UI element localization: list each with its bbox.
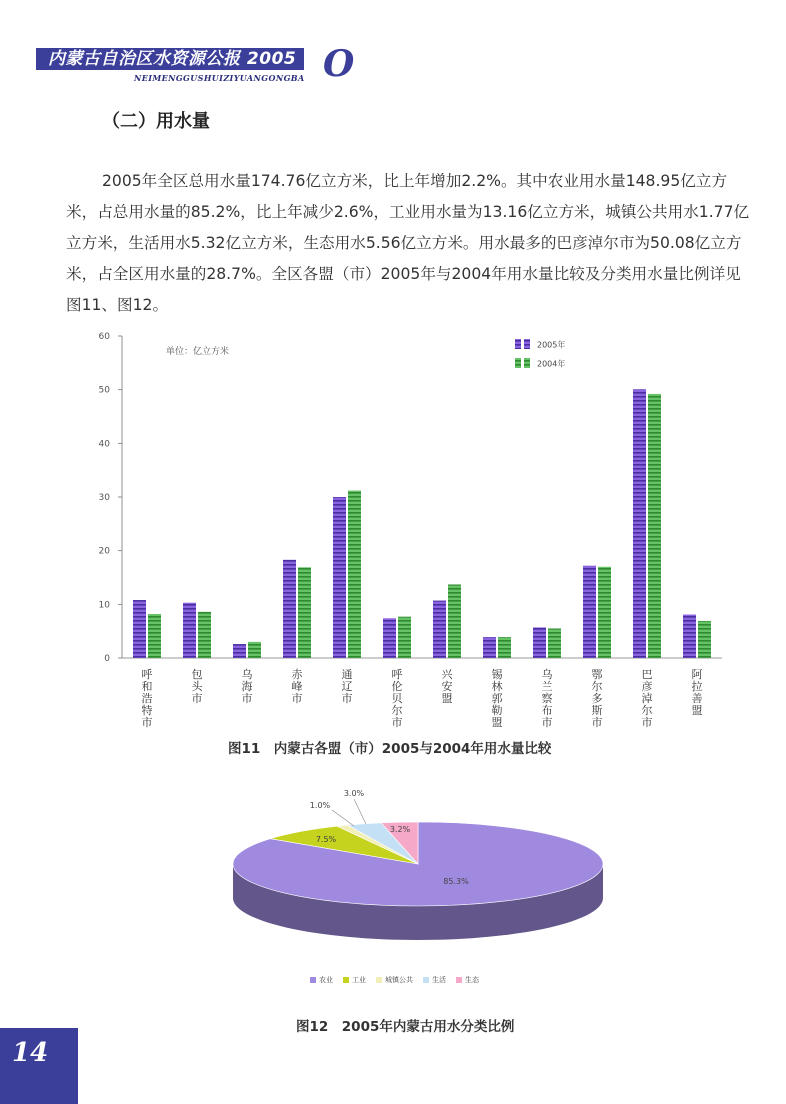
bar-2004 xyxy=(648,394,661,658)
bar-2004 xyxy=(448,584,461,658)
legend-label: 农业 xyxy=(319,976,333,984)
category-label: 包头市 xyxy=(191,668,203,705)
legend-label: 工业 xyxy=(352,976,366,984)
bar-2005 xyxy=(333,497,346,658)
category-label: 锡林郭勒盟 xyxy=(491,668,503,729)
bar-2005 xyxy=(283,560,296,658)
pie-legend-item xyxy=(310,975,333,985)
legend-label: 2004年 xyxy=(537,359,566,369)
category-label: 阿拉善盟 xyxy=(691,668,703,717)
bar-2004 xyxy=(698,621,711,658)
bar-2004 xyxy=(198,612,211,658)
bar-2004 xyxy=(348,491,361,658)
y-tick-label: 50 xyxy=(98,385,110,396)
pie-legend-item xyxy=(376,975,413,985)
y-tick-label: 20 xyxy=(98,546,110,557)
category-label: 兴安盟 xyxy=(441,668,453,705)
legend-swatch xyxy=(343,977,349,983)
category-label: 巴彦淖尔市 xyxy=(641,668,653,729)
category-label: 呼伦贝尔市 xyxy=(391,668,403,729)
pie-legend xyxy=(310,975,479,985)
bar-2005 xyxy=(383,618,396,658)
figure12-caption: 图12 2005年内蒙古用水分类比例 xyxy=(296,1019,515,1035)
legend-swatch xyxy=(310,977,316,983)
bar-2005 xyxy=(533,627,546,658)
body-paragraph: 2005年全区总用水量174.76亿立方米，比上年增加2.2%。其中农业用水量148.95亿立方米，占总用水量的85.2%，比上年减少2.6%，工业用水量为13.16亿立方米，城镇公共用水1.77亿立方米，生活用水5.32亿立方米，生态用水5.56亿立方米。用水最多的巴彦淖尔市为50.08亿立方米，占全区用水量的28.7%。全区各盟（市）2005年与2004年用水量比较及分类用水量比例详见图11、图12。 xyxy=(66,172,750,314)
page-number: 14 xyxy=(12,1038,49,1068)
y-tick-label: 30 xyxy=(98,493,110,503)
report-subtitle: NEIMENGGUSHUIZIYUANGONGBA xyxy=(134,73,305,83)
category-label: 鄂尔多斯市 xyxy=(591,668,603,729)
bar-2005 xyxy=(233,644,246,658)
category-label: 乌兰察布市 xyxy=(541,668,553,729)
bar-2005 xyxy=(483,637,496,658)
figure11-caption: 图11 内蒙古各盟（市）2005与2004年用水量比较 xyxy=(228,741,552,757)
pie-value-label: 85.3% xyxy=(443,877,469,886)
bar-2004 xyxy=(398,617,411,658)
header-letter: O xyxy=(323,43,355,85)
unit-label: 单位：亿立方米 xyxy=(166,347,230,357)
bar-2004 xyxy=(498,637,511,658)
legend-swatch xyxy=(515,358,521,368)
section-heading: （二）用水量 xyxy=(102,111,210,132)
pie-value-label: 3.0% xyxy=(343,789,365,798)
legend-label: 生态 xyxy=(465,976,479,984)
leader-line xyxy=(332,810,354,826)
bar-2005 xyxy=(683,615,696,658)
bar-chart-water-use xyxy=(88,328,728,738)
legend-swatch xyxy=(524,339,530,349)
bar-2005 xyxy=(183,603,196,658)
pie-legend-item xyxy=(423,975,446,985)
bar-2005 xyxy=(433,601,446,658)
y-tick-label: 0 xyxy=(104,654,110,664)
bar-2004 xyxy=(298,567,311,658)
bar-2004 xyxy=(598,567,611,658)
report-header xyxy=(36,40,356,88)
y-tick-label: 40 xyxy=(98,439,110,450)
bar-2004 xyxy=(548,628,561,658)
bar-2004 xyxy=(248,642,261,658)
pie-value-label: 7.5% xyxy=(315,835,337,844)
pie-legend-item xyxy=(343,975,366,985)
pie-value-label: 1.0% xyxy=(309,801,331,810)
pie-value-label: 3.2% xyxy=(389,825,411,834)
leader-line xyxy=(354,799,366,824)
legend-swatch xyxy=(423,977,429,983)
y-tick-label: 10 xyxy=(98,600,110,611)
bar-2004 xyxy=(148,614,161,658)
legend-label: 2005年 xyxy=(537,340,566,350)
bar-2005 xyxy=(133,600,146,658)
bar-2005 xyxy=(633,389,646,658)
report-title: 内蒙古自治区水资源公报 2005 xyxy=(48,49,297,69)
legend-swatch xyxy=(524,358,530,368)
category-label: 呼和浩特市 xyxy=(141,668,153,729)
bar-2005 xyxy=(583,566,596,658)
page-number-block xyxy=(0,1028,78,1104)
category-label: 赤峰市 xyxy=(291,668,303,705)
legend-swatch xyxy=(456,977,462,983)
legend-swatch xyxy=(376,977,382,983)
category-label: 乌海市 xyxy=(241,668,253,705)
legend-label: 城镇公共 xyxy=(385,976,413,984)
y-tick-label: 60 xyxy=(98,332,110,342)
pie-legend-item xyxy=(456,975,479,985)
legend-swatch xyxy=(515,339,521,349)
category-label: 通辽市 xyxy=(341,668,353,705)
pie-chart-water-use-categories xyxy=(220,786,640,986)
legend-label: 生活 xyxy=(432,976,446,984)
